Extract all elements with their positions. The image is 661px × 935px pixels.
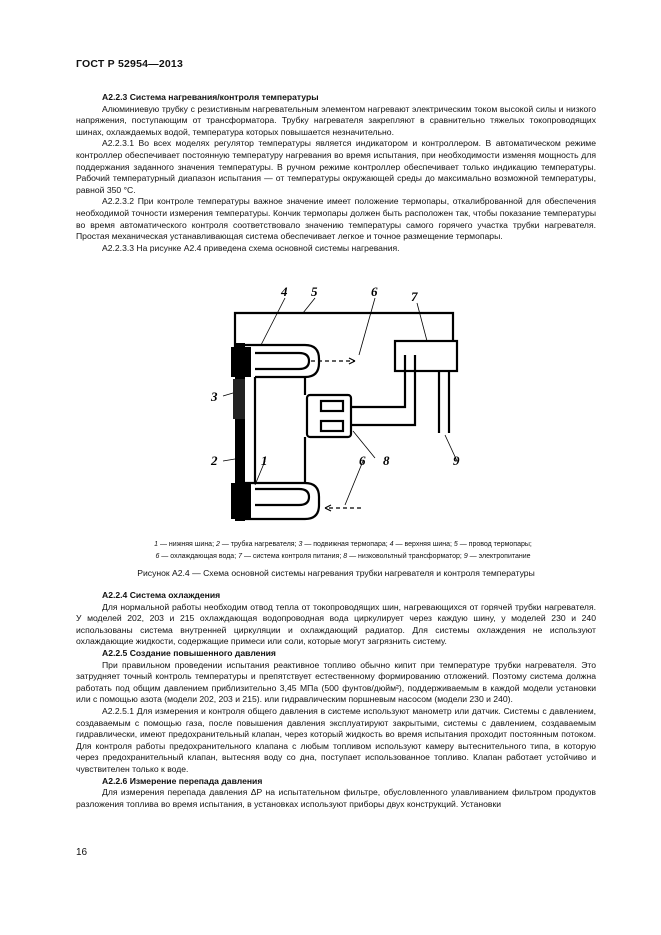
label-7: 7 [411,289,418,304]
paragraph: А2.2.3.2 При контроле температуры важное значение имеет положение термопары, откалиброванной для обеспечения необходимой точности измерения температуры. Кончик термопары должен быть расположен так, чтобы показание температуры во время автоматического контроля соответствовало значению температуры самого горячего участка трубки нагревателя. Простая механическая устанавливающая система обеспечивает легкое и точное размещение термопары. [76,196,596,242]
paragraph: А2.2.5.1 Для измерения и контроля общего давления в системе используют манометр или датчик. Системы с давлением, создаваемым с помощью газа, после повышения давления эксплуатируют закрытыми, системы с давлением, создаваемым гидравлически, имеют предохранительный клапан, через который жидкость во время испытания проходит постоянным потоком. Для контроля работы предохранительного клапана с любым топливом используют камеру вытеснительного типа, в которую через предохранительный клапан, вытесняя воду со дна, поступает использованное топливо. Клапан работает устойчиво и чувствителен только к воде. [76,705,596,774]
heating-system-figure [195,283,477,533]
section-heading: А2.2.3 Система нагревания/контроля температуры [102,92,319,102]
label-9: 9 [453,453,460,468]
paragraph: А2.2.3.3 На рисунке А2.4 приведена схема основной системы нагревания. [102,242,400,253]
label-4: 4 [281,284,288,299]
label-6-top: 6 [371,284,378,299]
figure-caption: Рисунок А2.4 — Схема основной системы нагревания трубки нагревателя и контроля температуры [137,568,535,578]
paragraph: При правильном проведении испытания реактивное топливо обычно кипит при температуре трубки нагревателя. Это затрудняет точный контроль температуры и препятствует естественному формированию отложений. Поэтому система должна работать под общим давлением приблизительно 3,45 МПа (500 фунтов/дюйм²), поддерживаемым в каждой модели установки или с помощью азота (модели 202, 203 и 215). или гидравлическим поршневым насосом (модели 230 и 240). [76,659,596,705]
thermocouple-wire [235,313,453,353]
paragraph: Алюминиевую трубку с резистивным нагревательным элементом нагревают электрическим током высокой силы и низкого напряжения, поступающим от трансформатора. Трубку нагревателя закрепляют в сравнительно тяжелых токопроводящих шинах, охлаждаемых водой, температура которых повышается незначительно. [76,103,596,137]
section-heading: А2.2.5 Создание повышенного давления [102,647,276,658]
paragraph: Для измерения перепада давления ΔP на испытательном фильтре, обусловленного улавливанием фильтром продуктов разложения топлива во время испытания, в установках используют приборы двух конструкций. Установки [76,787,596,809]
label-1: 1 [261,453,268,468]
page-number: 16 [76,847,88,858]
label-2: 2 [211,453,218,468]
text-block-bottom [76,590,596,810]
figure-legend: 1 — нижняя шина; 2 — трубка нагревателя; 3 — подвижная термопара; 4 — верхняя шина; 5 — провод термопары; 6 — охлаждающая вода; 7 — система контроля питания; 8 — низковольтный трансформатор; 9 — электропитание [154,541,532,560]
text-block-top [76,92,596,254]
section-heading: А2.2.4 Система охлаждения [102,590,221,600]
label-6-bottom: 6 [359,453,366,468]
label-8: 8 [383,453,390,468]
document-header: ГОСТ Р 52954—2013 [76,58,184,70]
paragraph: А2.2.3.1 Во всех моделях регулятор температуры является индикатором и контроллером. В автоматическом режиме контроллер обеспечивает постоянную температуру нагревания во время испытания, при необходимости изменяя мощность для поддержания заданного значения температуры. В ручном режиме контроллер обеспечивает только индикацию температуры. Рабочий температурный диапазон испытания — от температуры окружающей среды до максимально возможной температуры, равной 350 °С. [76,138,596,195]
label-3: 3 [211,389,218,404]
section-heading: А2.2.6 Измерение перепада давления [102,775,263,786]
label-5: 5 [311,284,318,299]
paragraph: Для нормальной работы необходим отвод тепла от токопроводящих шин, нагревающихся от горячей трубки нагревателя. У моделей 202, 203 и 215 охлаждающая водопроводная вода циркулирует через каждую шину, у моделей 230 и 240 использованы система внутренней циркуляции и охлаждающий радиатор. Для системы охлаждения не используют охлаждающие жидкости, содержащие примеси или соли, которые могут загрязнить систему. [76,601,596,647]
